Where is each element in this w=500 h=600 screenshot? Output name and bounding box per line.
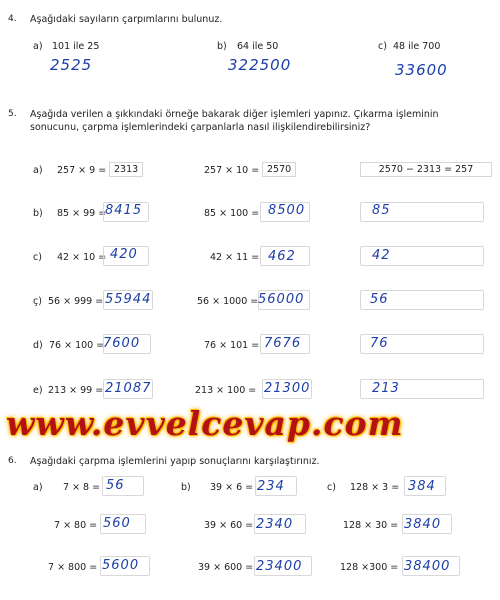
question-4-text: Aşağıdaki sayıların çarpımlarını bulunuz. xyxy=(30,14,223,25)
q5-row-cc-answer-2: 56000 xyxy=(258,292,305,307)
q5-row-e-answer-2: 21300 xyxy=(264,381,311,396)
q6-row-2-answer-a: 560 xyxy=(103,516,131,531)
q5-row-d-answer-2: 7676 xyxy=(264,336,302,351)
q6-row-2-expr-b: 39 × 60 = xyxy=(204,520,254,531)
q6-row-2-expr-c: 128 × 30 = xyxy=(343,520,399,531)
question-4-number: 4. xyxy=(8,14,17,24)
q5-row-e-answer-3: 213 xyxy=(372,381,400,396)
q5-row-a-answer-1: 2313 xyxy=(109,162,143,177)
q4-item-a-label: a) xyxy=(33,41,43,52)
q6-col-b-label: b) xyxy=(181,482,191,493)
q6-row-1-expr-c: 128 × 3 = xyxy=(350,482,400,493)
q5-row-cc-expr-1: 56 × 999 = xyxy=(48,296,104,307)
q5-row-d-label: d) xyxy=(33,340,43,351)
q4-item-c-expr: 48 ile 700 xyxy=(393,41,441,52)
q4-item-c-answer: 33600 xyxy=(395,61,448,79)
q6-row-1-expr-b: 39 × 6 = xyxy=(210,482,254,493)
q5-row-c-expr-2: 42 × 11 = xyxy=(210,252,260,263)
q5-row-cc-answer-3: 56 xyxy=(370,292,389,307)
q5-row-c-answer-2: 462 xyxy=(268,249,296,264)
q5-row-cc-label: ç) xyxy=(33,296,42,307)
q6-row-1-answer-c: 384 xyxy=(408,479,436,494)
q5-row-d-expr-1: 76 × 100 = xyxy=(49,340,105,351)
q5-row-b-answer-2: 8500 xyxy=(268,203,306,218)
q5-row-c-answer-3: 42 xyxy=(372,248,391,263)
q4-item-b-label: b) xyxy=(217,41,227,52)
q4-item-a-answer: 2525 xyxy=(50,56,93,74)
q4-item-b-answer: 322500 xyxy=(228,56,292,74)
question-5-line-1: Aşağıda verilen a şıkkındaki örneğe bakarak diğer işlemleri yapınız. Çıkarma işleminin xyxy=(30,109,439,120)
q5-row-a-answer-2: 2570 xyxy=(262,162,296,177)
q6-col-c-label: c) xyxy=(327,482,336,493)
q5-row-c-expr-1: 42 × 10 = xyxy=(57,252,107,263)
q5-row-e-expr-1: 213 × 99 = xyxy=(48,385,104,396)
q6-row-1-expr-a: 7 × 8 = xyxy=(63,482,101,493)
q6-row-2-answer-b: 2340 xyxy=(256,517,294,532)
q5-row-a-answer-3: 2570 − 2313 = 257 xyxy=(360,162,492,177)
q5-row-b-label: b) xyxy=(33,208,43,219)
q5-row-b-answer-3: 85 xyxy=(372,203,391,218)
q6-row-1-answer-a: 56 xyxy=(106,478,125,493)
q5-row-b-answer-1: 8415 xyxy=(105,203,143,218)
q5-row-b-expr-2: 85 × 100 = xyxy=(204,208,260,219)
q6-row-2-expr-a: 7 × 80 = xyxy=(54,520,98,531)
question-6-number: 6. xyxy=(8,456,17,466)
watermark-text: www.evvelcevap.com xyxy=(6,404,404,443)
q5-row-d-answer-1: 7600 xyxy=(103,336,141,351)
q5-row-d-expr-2: 76 × 101 = xyxy=(204,340,260,351)
q5-row-d-answer-3: 76 xyxy=(370,336,389,351)
q5-row-c-answer-1: 420 xyxy=(110,247,138,262)
q6-row-3-answer-c: 38400 xyxy=(404,559,451,574)
q5-row-c-label: c) xyxy=(33,252,42,263)
q5-row-cc-expr-2: 56 × 1000 = xyxy=(197,296,259,307)
q6-row-2-answer-c: 3840 xyxy=(404,517,442,532)
q6-row-3-expr-b: 39 × 600 = xyxy=(198,562,254,573)
question-6-text: Aşağıdaki çarpma işlemlerini yapıp sonuçlarını karşılaştırınız. xyxy=(30,456,320,467)
q4-item-c-label: c) xyxy=(378,41,387,52)
q5-row-e-expr-2: 213 × 100 = xyxy=(195,385,257,396)
question-5-line-2: sonucunu, çarpma işlemlerindeki çarpanlarla nasıl ilişkilendirebilirsiniz? xyxy=(30,122,371,133)
q6-col-a-label: a) xyxy=(33,482,43,493)
question-5-number: 5. xyxy=(8,109,17,119)
q4-item-a-expr: 101 ile 25 xyxy=(52,41,100,52)
q6-row-3-answer-b: 23400 xyxy=(256,559,303,574)
q5-row-e-answer-1: 21087 xyxy=(105,381,152,396)
q6-row-3-answer-a: 5600 xyxy=(102,558,140,573)
q5-row-a-expr-1: 257 × 9 = xyxy=(57,165,107,176)
q6-row-1-answer-b: 234 xyxy=(257,479,285,494)
q6-row-3-expr-a: 7 × 800 = xyxy=(48,562,98,573)
q4-item-b-expr: 64 ile 50 xyxy=(237,41,279,52)
q5-row-a-label: a) xyxy=(33,165,43,176)
q5-row-b-expr-1: 85 × 99 = xyxy=(57,208,107,219)
q5-row-cc-answer-1: 55944 xyxy=(105,292,152,307)
q5-row-e-label: e) xyxy=(33,385,43,396)
q6-row-3-expr-c: 128 ×300 = xyxy=(340,562,399,573)
q5-row-a-expr-2: 257 × 10 = xyxy=(204,165,260,176)
